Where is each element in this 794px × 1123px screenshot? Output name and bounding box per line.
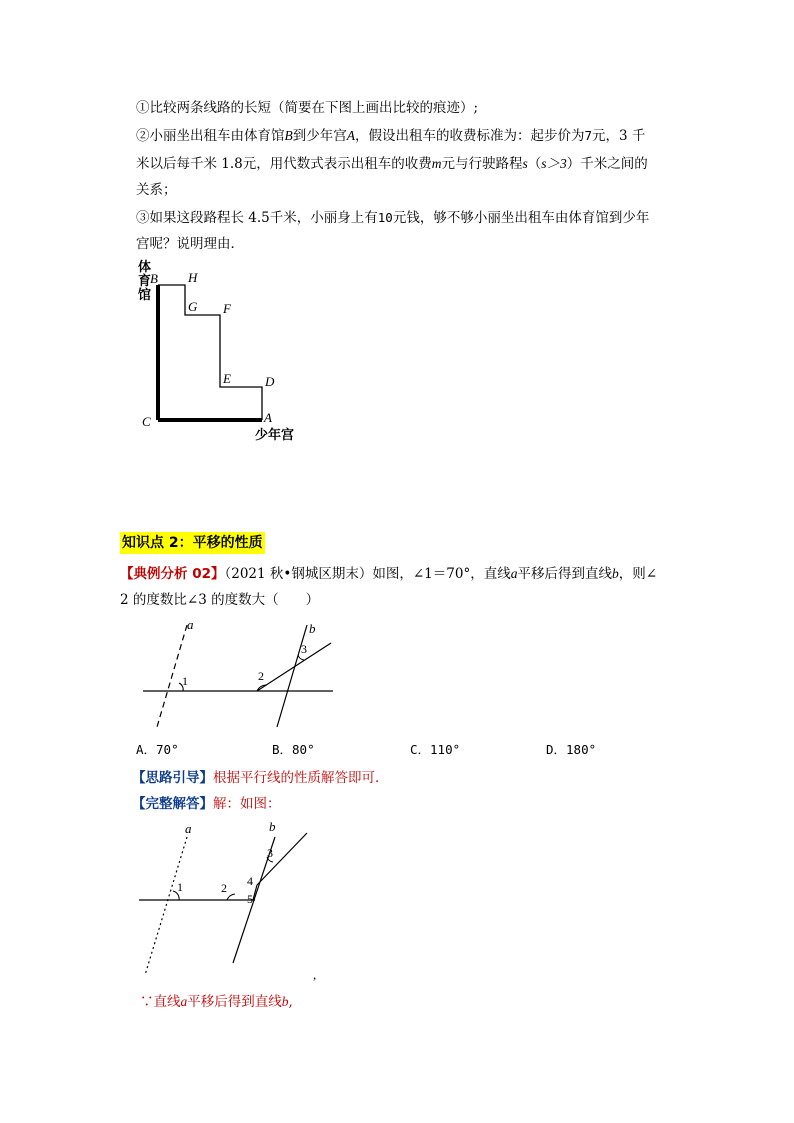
fig3-line-b-label: b (269, 819, 276, 834)
example-question-line-1: 【典例分析 02】（2021 秋•钢城区期末）如图，∠1＝70°，直线a平移后得到直线b，则∠ (120, 566, 658, 582)
point-E-label: E (223, 371, 231, 386)
answer-figure (135, 815, 335, 985)
point-B-label: B (150, 271, 158, 286)
gym-label-char-2: 育 (138, 274, 152, 289)
point-F-label: F (223, 301, 231, 316)
fig3-trailing-comma: , (313, 967, 317, 982)
fig3-angle-2-label: 2 (221, 881, 227, 895)
point-H-label: H (188, 270, 198, 285)
because-line: ∵直线a平移后得到直线b, (140, 994, 293, 1010)
fig2-angle-2-label: 2 (258, 669, 264, 683)
fig2-angle-3-label: 3 (301, 642, 307, 656)
fig2-angle-1-label: 1 (182, 674, 188, 688)
answer-line: 【完整解答】解：如图： (132, 796, 281, 812)
question-part-3-line-2: 宫呢？说明理由． (136, 236, 244, 252)
fig3-angle-5-label: 5 (247, 892, 253, 906)
option-b[interactable]: B．80° (272, 742, 315, 757)
youth-palace-label: 少年宫 (255, 428, 295, 443)
fig3-angle-1-label: 1 (177, 880, 183, 894)
question-part-2-line-3: 关系； (136, 182, 177, 198)
question-part-2-line-1: ②小丽坐出租车由体育馆B到少年宫A，假设出租车的收费标准为：起步价为7元，3 千 (136, 128, 646, 144)
knowledge-point-heading: 知识点 2：平移的性质 (120, 532, 265, 554)
gym-label-char-1: 体 (138, 260, 152, 275)
fig2-line-b-label: b (309, 621, 316, 636)
option-d[interactable]: D．180° (546, 742, 597, 757)
fig3-angle-4-label: 4 (247, 874, 253, 888)
option-a[interactable]: A．70° (136, 742, 179, 757)
point-D-label: D (265, 374, 275, 389)
option-c[interactable]: C．110° (410, 742, 461, 757)
fig3-line-a-label: a (185, 821, 192, 836)
question-part-1: ①比较两条线路的长短（简要在下图上画出比较的痕迹）; (136, 100, 479, 116)
point-C-label: C (142, 414, 151, 429)
fig3-angle-3-label: 3 (267, 846, 273, 860)
question-part-3-line-1: ③如果这段路程长 4.5千米，小丽身上有10元钱，够不够小丽坐出租车由体育馆到少年 (136, 210, 650, 226)
hint-line: 【思路引导】根据平行线的性质解答即可． (132, 770, 389, 786)
point-G-label: G (188, 299, 198, 314)
question-part-2-line-2: 米以后每千米 1.8元，用代数式表示出租车的收费m元与行驶路程s（s＞3）千米之间的 (136, 156, 648, 172)
example-question-line-2: 2 的度数比∠3 的度数大（ ） (120, 592, 320, 608)
route-figure (130, 255, 330, 455)
gym-label-char-3: 馆 (138, 288, 152, 303)
fig2-line-a-label: a (187, 617, 194, 632)
translation-figure (135, 615, 345, 735)
point-A-label: A (264, 410, 272, 425)
